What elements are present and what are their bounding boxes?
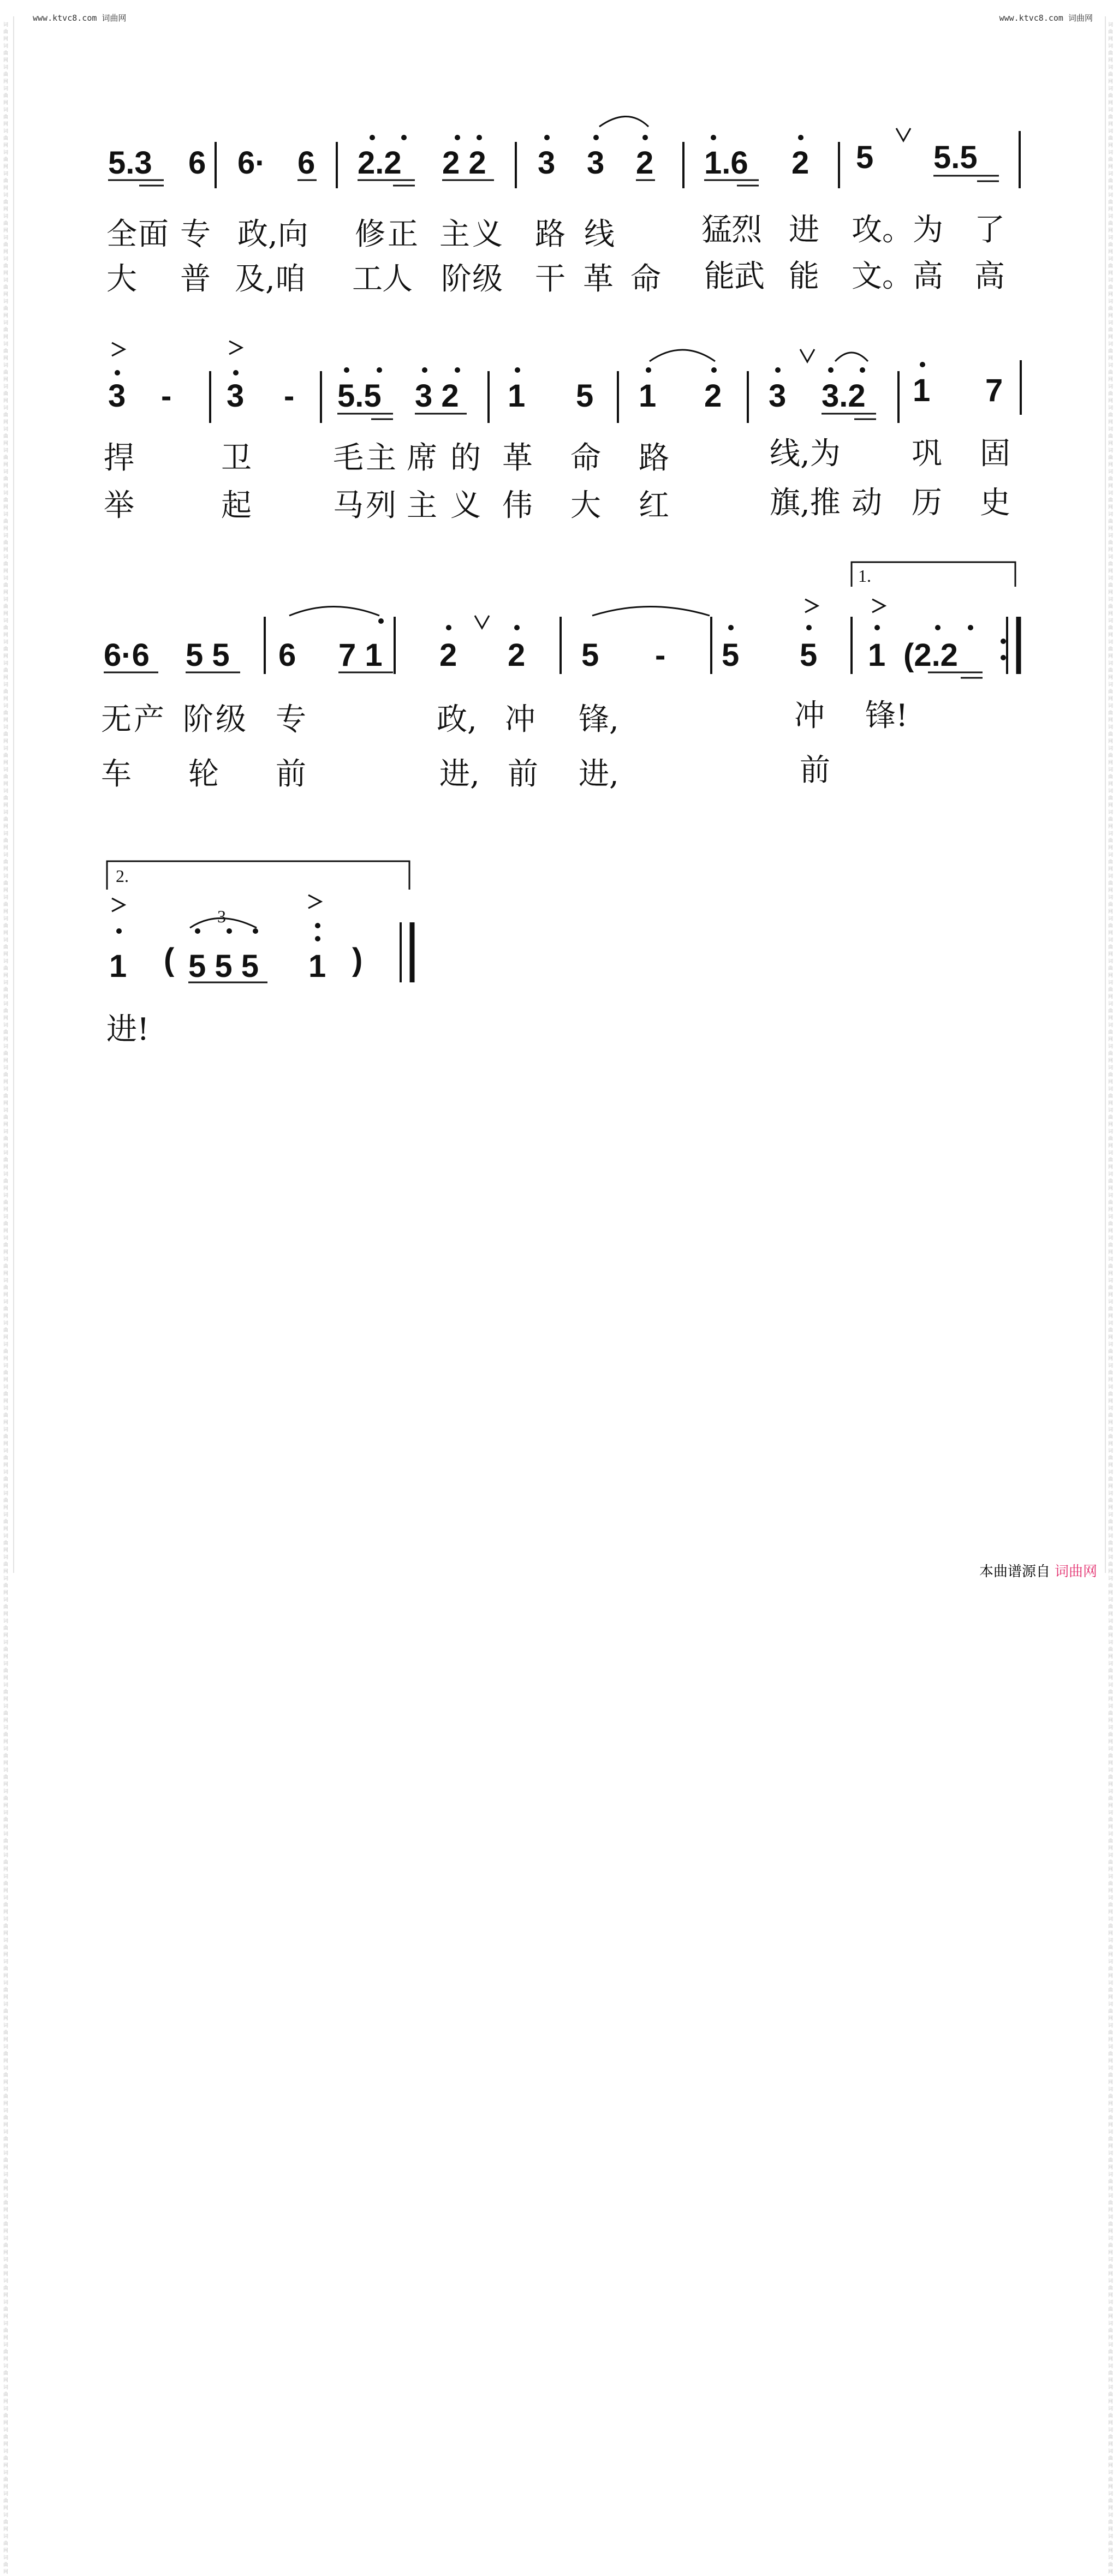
note: 5 <box>581 637 599 673</box>
lyric: 命 <box>570 440 601 476</box>
lyric: 普 <box>180 261 211 297</box>
row2-beams <box>337 414 876 419</box>
lyric: 无 <box>101 702 132 737</box>
note: 5 5 <box>186 637 230 673</box>
lyric: 命 <box>630 261 661 297</box>
row2-lyrics <box>104 436 1010 523</box>
note: 1 <box>308 949 326 984</box>
lyric: 进 <box>789 212 819 248</box>
lyric: 级 <box>472 261 503 297</box>
note: 7 1 <box>338 637 383 673</box>
note: 2 <box>791 145 810 181</box>
lyric: 线,为 <box>770 436 841 472</box>
note: 3 <box>108 378 126 414</box>
note: - <box>161 378 172 414</box>
lyric: 革 <box>583 261 614 297</box>
lyric: 马 <box>333 488 364 523</box>
lyric: 阶 <box>183 702 213 737</box>
note: 5.5 <box>933 140 978 175</box>
lyric: 产 <box>134 702 164 737</box>
note: 5.3 <box>108 145 152 181</box>
lyric: 能 <box>704 259 735 294</box>
note: 1 <box>508 378 526 414</box>
lyric: 猛 <box>701 212 732 248</box>
lyric: 前 <box>276 756 306 792</box>
lyric: 冲 <box>505 702 535 737</box>
note: - <box>284 378 295 414</box>
note: 1.6 <box>704 145 748 181</box>
lyric: 政, <box>437 702 477 737</box>
lyric: 阶 <box>441 261 472 297</box>
lyric: 主 <box>407 488 437 523</box>
lyric: 武 <box>734 259 765 294</box>
lyric: 卫 <box>221 440 252 476</box>
note: 6· <box>237 145 266 181</box>
note: 5 <box>722 637 740 673</box>
lyric: 革 <box>502 440 533 476</box>
lyric: 线 <box>584 217 615 252</box>
note: 2 <box>704 378 722 414</box>
note: 5 5 5 <box>188 949 259 984</box>
lyric: 历 <box>912 485 942 521</box>
lyric: 主 <box>366 440 396 476</box>
lyric: 路 <box>535 217 566 252</box>
note: 3 <box>769 378 787 414</box>
note: 5 <box>856 140 874 175</box>
lyric: 前 <box>800 753 830 788</box>
lyric: 大 <box>106 261 137 297</box>
note: 5.5 <box>337 378 382 414</box>
note: 2.2 <box>358 145 402 181</box>
row3-notes <box>104 637 958 673</box>
lyric: 车 <box>101 756 132 792</box>
note: 6 <box>188 145 206 181</box>
row1-dots <box>370 135 803 140</box>
lyric: 专 <box>180 217 211 252</box>
note: 3 <box>538 145 556 181</box>
note: 3 2 <box>415 378 459 414</box>
lyric: 席 <box>407 440 437 476</box>
volta-2-label: 2. <box>116 866 129 886</box>
lyric: 轮 <box>188 756 219 792</box>
note: ( <box>164 942 175 977</box>
note: 7 <box>985 373 1003 408</box>
note: 3.2 <box>822 378 866 414</box>
lyric: 人 <box>382 261 413 297</box>
lyric: 路 <box>639 440 669 476</box>
header-left: www.ktvc8.com 词曲网 <box>33 13 127 23</box>
side-watermark-right: 词曲网 词曲网 词曲网 词曲网 词曲网 词曲网 词曲网 词曲网 词曲网 词曲网 词曲网 词曲网 词曲网 词曲网 词曲网 词曲网 词曲网 词曲网 词曲网 词曲网 词曲网 词曲网 词曲网 词曲网 词曲网 词曲网 词曲网 词曲网 词曲网 词曲网 词曲网 词曲网 词曲网 词曲网 词曲网 词曲网 词曲网 词曲网 词曲网 词曲网 词曲网 词曲网 词曲网 词曲网 词曲网 词曲网 词曲网 词曲网 词曲网 词曲网 词曲网 词曲网 词曲网 词曲网 词曲网 词曲网 词曲网 词曲网 词曲网 词曲网 词曲网 词曲网 词曲网 词曲网 词曲网 词曲网 词曲网 词曲网 词曲网 词曲网 词曲网 词曲网 词曲网 词曲网 词曲网 词曲网 词曲网 词曲网 词曲网 词曲网 词曲网 词曲网 词曲网 词曲网 词曲网 词曲网 词曲网 词曲网 词曲网 词曲网 词曲网 词曲网 词曲网 词曲网 词曲网 词曲网 词曲网 词曲网 词曲网 词曲网 词曲网 词曲网 词曲网 词曲网 词曲网 词曲网 词曲网 词曲网 词曲网 词曲网 词曲网 词曲网 词曲网 词曲网 词曲网 词曲网 词曲网 词曲网 词曲网 词曲网 <box>1108 22 1114 2575</box>
lyric: 正 <box>388 217 418 252</box>
header-right: www.ktvc8.com 词曲网 <box>999 13 1093 23</box>
note: 6 <box>297 145 316 181</box>
lyric: 义 <box>450 488 481 523</box>
lyric: 能 <box>789 259 819 294</box>
note: 1 <box>913 373 931 408</box>
lyric: 举 <box>104 488 134 523</box>
lyric: 高 <box>974 259 1005 294</box>
lyric: 义 <box>472 217 503 252</box>
lyric: 面 <box>138 217 169 252</box>
lyric: 的 <box>450 440 481 476</box>
lyric: 前 <box>508 756 538 792</box>
lyric: 巩 <box>912 436 942 472</box>
note: ) <box>352 942 363 977</box>
lyric: 伟 <box>502 488 533 523</box>
lyric: 锋! <box>865 698 908 734</box>
note: 5 <box>576 378 594 414</box>
lyric: 固 <box>980 436 1010 472</box>
note: 1 <box>109 949 127 984</box>
note: 2 <box>508 637 526 673</box>
lyric: 列 <box>366 488 396 523</box>
lyric: 动 <box>852 485 882 521</box>
lyric: 旗,推 <box>770 485 841 521</box>
note: 1 <box>639 378 657 414</box>
lyric: 起 <box>221 488 252 523</box>
lyric: 全 <box>106 217 137 252</box>
note: - <box>655 637 666 673</box>
triplet-label: 3 <box>217 907 226 926</box>
lyric: 冲 <box>794 698 825 734</box>
lyric: 政,向 <box>237 217 308 252</box>
lyric: 级 <box>216 702 246 737</box>
lyric: 进, <box>439 756 480 792</box>
note: (2.2 <box>903 637 958 673</box>
lyric: 锋, <box>579 702 619 737</box>
lyric: 大 <box>570 488 601 523</box>
row2-dots <box>115 362 925 375</box>
lyric: 主 <box>439 217 470 252</box>
footer-source-label: 本曲谱源自 <box>979 1564 1050 1580</box>
note: 5 <box>800 637 818 673</box>
lyric: 进! <box>106 1012 150 1047</box>
note: 6·6 <box>104 637 150 673</box>
row2-notes <box>108 373 1003 414</box>
note: 2 2 <box>442 145 486 181</box>
lyric: 毛 <box>333 440 364 476</box>
row4-notes <box>109 942 362 984</box>
note: 6 <box>278 637 296 673</box>
lyric: 进, <box>579 756 619 792</box>
volta-1-label: 1. <box>858 566 871 586</box>
lyric: 了 <box>974 212 1005 248</box>
row3-lyrics <box>101 698 908 792</box>
lyric: 修 <box>355 217 385 252</box>
lyric: 红 <box>639 488 669 523</box>
lyric: 干 <box>535 261 566 297</box>
note: 3 <box>227 378 245 414</box>
lyric: 及,咱 <box>235 261 306 297</box>
lyric: 史 <box>980 485 1010 521</box>
lyric: 捍 <box>104 440 134 476</box>
note: 1 <box>868 637 886 673</box>
note: 3 <box>587 145 605 181</box>
lyric: 文。高 <box>852 259 943 294</box>
lyric: 攻。为 <box>852 212 943 248</box>
footer-source-link[interactable]: 词曲网 <box>1054 1564 1097 1580</box>
note: 2 <box>636 145 654 181</box>
footer-source <box>979 1560 1097 1581</box>
lyric: 专 <box>276 702 306 737</box>
note: 2 <box>439 637 457 673</box>
row1-notes <box>108 140 978 181</box>
row1-lyrics <box>106 212 1005 297</box>
lyric: 工 <box>352 261 383 297</box>
lyric: 烈 <box>731 212 762 248</box>
side-watermark-left: 词曲网 词曲网 词曲网 词曲网 词曲网 词曲网 词曲网 词曲网 词曲网 词曲网 词曲网 词曲网 词曲网 词曲网 词曲网 词曲网 词曲网 词曲网 词曲网 词曲网 词曲网 词曲网 词曲网 词曲网 词曲网 词曲网 词曲网 词曲网 词曲网 词曲网 词曲网 词曲网 词曲网 词曲网 词曲网 词曲网 词曲网 词曲网 词曲网 词曲网 词曲网 词曲网 词曲网 词曲网 词曲网 词曲网 词曲网 词曲网 词曲网 词曲网 词曲网 词曲网 词曲网 词曲网 词曲网 词曲网 词曲网 词曲网 词曲网 词曲网 词曲网 词曲网 词曲网 词曲网 词曲网 词曲网 词曲网 词曲网 词曲网 词曲网 词曲网 词曲网 词曲网 词曲网 词曲网 词曲网 词曲网 词曲网 词曲网 词曲网 词曲网 词曲网 词曲网 词曲网 词曲网 词曲网 词曲网 词曲网 词曲网 词曲网 词曲网 词曲网 词曲网 词曲网 词曲网 词曲网 词曲网 词曲网 词曲网 词曲网 词曲网 词曲网 词曲网 词曲网 词曲网 词曲网 词曲网 词曲网 词曲网 词曲网 词曲网 词曲网 词曲网 词曲网 词曲网 词曲网 词曲网 词曲网 词曲网 词曲网 <box>3 22 9 2575</box>
